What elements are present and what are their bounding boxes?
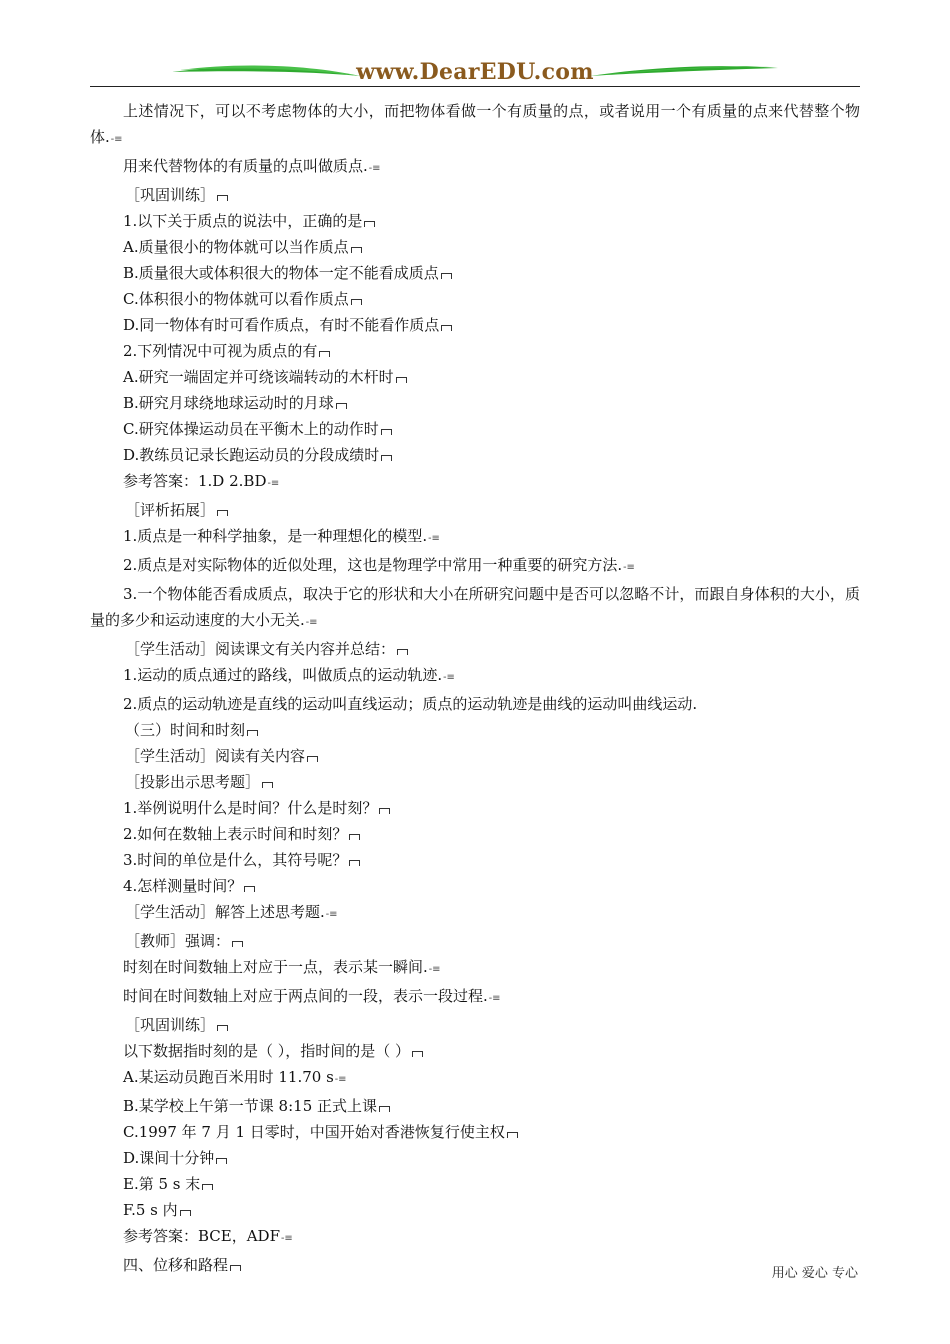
paragraph [90,1252,860,1278]
paragraph-text: A.质量很小的物体就可以当作质点 [123,238,349,256]
paragraph [90,662,860,691]
paragraph [90,717,860,743]
paragraph [90,312,860,338]
paragraph [90,821,860,847]
paragraph [90,390,860,416]
paragraph-text: ［学生活动］解答上述思考题. [125,903,325,921]
line-break-mark-icon [396,377,407,383]
paragraph [90,581,860,636]
paragraph [90,416,860,442]
line-break-mark-icon [364,221,375,227]
paragraph [90,954,860,983]
paragraph-text: ［评析拓展］ [125,501,216,519]
line-break-mark-icon [379,808,390,814]
line-break-mark-icon [217,1025,228,1031]
paragraph-text: 时刻在时间数轴上对应于一点，表示某一瞬间. [123,958,428,976]
header-divider [90,86,860,87]
line-break-mark-icon [379,1106,390,1112]
line-break-mark-icon [349,834,360,840]
paragraph [90,552,860,581]
paragraph-text: ［巩固训练］ [125,1016,216,1034]
paragraph [90,260,860,286]
paragraph-mark-icon: -≡ [623,562,635,573]
paragraph [90,442,860,468]
line-break-mark-icon [247,730,258,736]
paragraph-mark-icon: -≡ [267,478,280,489]
line-break-mark-icon [307,756,318,762]
line-break-mark-icon [381,429,392,435]
line-break-mark-icon [230,1265,241,1271]
paragraph-text: A.某运动员跑百米用时 11.70 s [123,1068,334,1086]
paragraph-text: ［学生活动］阅读有关内容 [125,747,306,765]
footer-motto: 用心 爱心 专心 [771,1266,858,1281]
paragraph [90,691,860,717]
paragraph [90,1145,860,1171]
paragraph-text: C.1997 年 7 月 1 日零时，中国开始对香港恢复行使主权 [123,1123,505,1141]
line-break-mark-icon [412,1051,423,1057]
paragraph [90,497,860,523]
paragraph [90,208,860,234]
paragraph-mark-icon: -≡ [110,134,123,145]
paragraph [90,1038,860,1064]
paragraph-mark-icon: -≡ [368,163,381,174]
paragraph [90,338,860,364]
line-break-mark-icon [180,1210,191,1216]
paragraph [90,769,860,795]
line-break-mark-icon [441,273,452,279]
paragraph-text: 用来代替物体的有质量的点叫做质点. [123,157,368,175]
paragraph-mark-icon: -≡ [281,1233,293,1244]
paragraph [90,98,860,153]
line-break-mark-icon [244,886,255,892]
paragraph [90,1093,860,1119]
line-break-mark-icon [262,782,273,788]
paragraph [90,1223,860,1252]
paragraph-text: C.研究体操运动员在平衡木上的动作时 [123,420,379,438]
paragraph-text: 3.一个物体能否看成质点，取决于它的形状和大小在所研究问题中是否可以忽略不计，而跟自身体积的大小，质量的多少和运动速度的大小无关. [90,585,860,629]
paragraph [90,1171,860,1197]
paragraph [90,928,860,954]
paragraph-mark-icon: -≡ [325,909,338,920]
paragraph-text: 四、位移和路程 [123,1256,229,1274]
paragraph [90,847,860,873]
document-body [90,98,860,1278]
paragraph [90,873,860,899]
paragraph-text: 1.举例说明什么是时间？什么是时刻？ [123,799,378,817]
line-break-mark-icon [441,325,452,331]
paragraph-text: ［投影出示思考题］ [125,773,261,791]
line-break-mark-icon [351,247,362,253]
line-break-mark-icon [319,351,330,357]
paragraph-text: 2.下列情况中可视为质点的有 [123,342,318,360]
line-break-mark-icon [217,510,228,516]
paragraph [90,286,860,312]
paragraph-text: 1.运动的质点通过的路线，叫做质点的运动轨迹. [123,666,443,684]
paragraph-mark-icon: -≡ [305,617,318,628]
paragraph [90,182,860,208]
paragraph [90,364,860,390]
line-break-mark-icon [397,649,408,655]
paragraph [90,636,860,662]
line-break-mark-icon [217,195,228,201]
paragraph [90,1064,860,1093]
line-break-mark-icon [351,299,362,305]
line-break-mark-icon [507,1132,518,1138]
line-break-mark-icon [232,941,243,947]
paragraph-text: 2.如何在数轴上表示时间和时刻？ [123,825,348,843]
paragraph-text: D.课间十分钟 [123,1149,215,1167]
paragraph-text: 参考答案：BCE，ADF [123,1227,280,1245]
paragraph [90,795,860,821]
paragraph-mark-icon: -≡ [428,533,440,544]
paragraph-text: 参考答案：1.D 2.BD [123,472,267,490]
paragraph-text: 1.以下关于质点的说法中，正确的是 [123,212,363,230]
paragraph-mark-icon: -≡ [428,964,441,975]
paragraph-text: B.研究月球绕地球运动时的月球 [123,394,334,412]
paragraph-text: B.质量很大或体积很大的物体一定不能看成质点 [123,264,439,282]
paragraph-text: A.研究一端固定并可绕该端转动的木杆时 [123,368,394,386]
paragraph [90,468,860,497]
paragraph [90,1197,860,1223]
paragraph-text: （三）时间和时刻 [125,721,246,739]
paragraph-text: 以下数据指时刻的是（ ），指时间的是（ ） [123,1042,411,1060]
paragraph-mark-icon: -≡ [334,1074,347,1085]
line-break-mark-icon [202,1184,213,1190]
paragraph-text: 时间在时间数轴上对应于两点间的一段，表示一段过程. [123,987,488,1005]
paragraph [90,1012,860,1038]
line-break-mark-icon [349,860,360,866]
paragraph-text: F.5 s 内 [123,1201,178,1219]
paragraph-text: D.同一物体有时可看作质点，有时不能看作质点 [123,316,440,334]
paragraph-text: 3.时间的单位是什么，其符号呢？ [123,851,348,869]
paragraph-text: 4.怎样测量时间？ [123,877,243,895]
paragraph-text: ［巩固训练］ [125,186,216,204]
paragraph-text: 上述情况下，可以不考虑物体的大小，而把物体看做一个有质量的点，或者说用一个有质量的点来代替整个物体. [90,102,860,146]
paragraph [90,523,860,552]
paragraph-mark-icon: -≡ [443,672,455,683]
paragraph-text: 2.质点是对实际物体的近似处理，这也是物理学中常用一种重要的研究方法. [123,556,623,574]
paragraph-text: 1.质点是一种科学抽象，是一种理想化的模型. [123,527,428,545]
paragraph [90,899,860,928]
paragraph-text: E.第 5 s 末 [123,1175,201,1193]
paragraph [90,1119,860,1145]
paragraph [90,234,860,260]
paragraph-mark-icon: -≡ [488,993,501,1004]
line-break-mark-icon [336,403,347,409]
logo-text: www.DearEDU.com [356,59,594,85]
line-break-mark-icon [216,1158,227,1164]
paragraph-text: ［教师］强调： [125,932,231,950]
paragraph-text: B.某学校上午第一节课 8:15 正式上课 [123,1097,378,1115]
paragraph [90,983,860,1012]
paragraph-text: ［学生活动］阅读课文有关内容并总结： [125,640,396,658]
paragraph [90,743,860,769]
paragraph-text: C.体积很小的物体就可以看作质点 [123,290,349,308]
line-break-mark-icon [381,455,392,461]
paragraph-text: 2.质点的运动轨迹是直线的运动叫直线运动；质点的运动轨迹是曲线的运动叫曲线运动. [123,695,698,713]
paragraph [90,153,860,182]
paragraph-text: D.教练员记录长跑运动员的分段成绩时 [123,446,380,464]
